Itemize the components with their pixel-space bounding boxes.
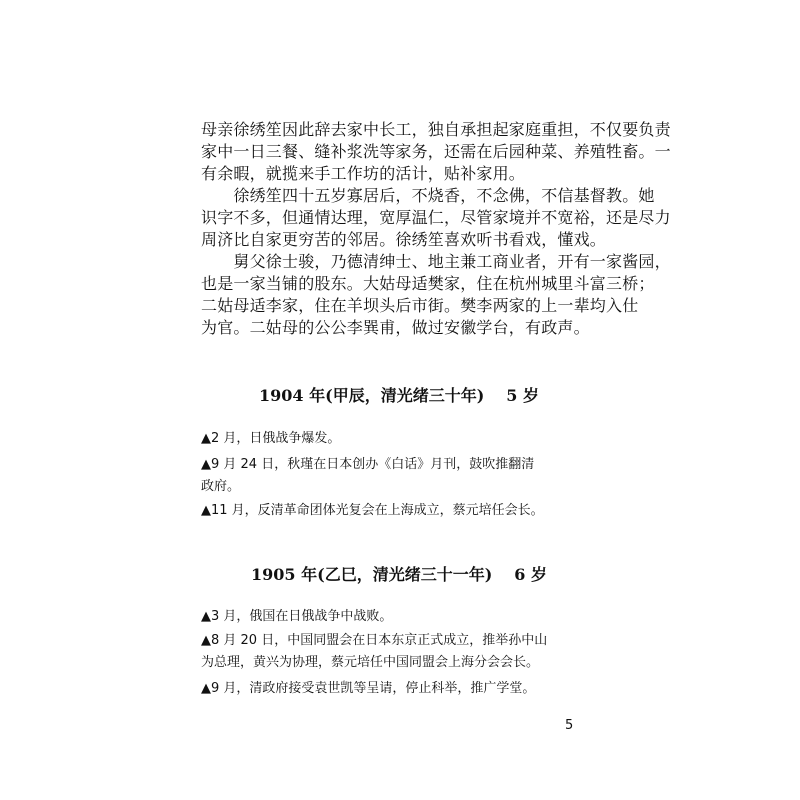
event-line: ▲11 月，反清革命团体光复会在上海成立，蔡元培任会长。	[201, 503, 544, 518]
body-paragraph	[201, 251, 671, 339]
event-item	[201, 606, 601, 628]
event-line: ▲9 月，清政府接受袁世凯等呈请，停止科举，推广学堂。	[201, 681, 536, 696]
text-line: 周济比自家更穷苦的邻居。徐绣笙喜欢听书看戏，懂戏。	[201, 230, 607, 249]
body-paragraph	[201, 119, 671, 185]
year-heading-text: 1904 年(甲辰，清光绪三十年)	[259, 386, 485, 405]
event-item	[201, 428, 601, 450]
event-line: ▲9 月 24 日，秋瑾在日本创办《白话》月刊，鼓吹推翻清	[201, 457, 535, 472]
text-line: 二姑母适李家，住在羊坝头后市街。樊李两家的上一辈均入仕	[201, 296, 639, 315]
page-number: 5	[565, 718, 574, 733]
age-label: 5 岁	[506, 386, 539, 405]
text-line: 识字不多，但通情达理，宽厚温仁，尽管家境并不宽裕，还是尽力	[201, 208, 671, 227]
age-label: 6 岁	[514, 565, 547, 584]
event-line: ▲2 月，日俄战争爆发。	[201, 431, 341, 446]
event-item	[201, 630, 601, 674]
event-line: ▲3 月，俄国在日俄战争中战败。	[201, 609, 393, 624]
body-paragraph	[201, 185, 671, 251]
event-line: 为总理，黄兴为协理，蔡元培任中国同盟会上海分会会长。	[201, 655, 540, 670]
text-line: 徐绣笙四十五岁寡居后，不烧香，不念佛，不信基督教。她	[201, 186, 655, 205]
text-line: 有余暇，就揽来手工作坊的活计，贴补家用。	[201, 164, 526, 183]
event-item	[201, 500, 601, 522]
text-line: 母亲徐绣笙因此辞去家中长工，独自承担起家庭重担，不仅要负责	[201, 120, 671, 139]
event-item	[201, 454, 601, 498]
event-line: ▲8 月 20 日，中国同盟会在日本东京正式成立，推举孙中山	[201, 633, 548, 648]
text-line: 家中一日三餐、缝补浆洗等家务，还需在后园种菜、养殖牲畜。一	[201, 142, 671, 161]
text-line: 也是一家当铺的股东。大姑母适樊家，住在杭州城里斗富三桥；	[201, 274, 655, 293]
event-item	[201, 678, 601, 700]
event-line: 政府。	[201, 479, 241, 494]
text-line: 为官。二姑母的公公李巽甫，做过安徽学台，有政声。	[201, 318, 590, 337]
year-heading-text: 1905 年(乙巳，清光绪三十一年)	[251, 565, 493, 584]
year-heading	[201, 564, 597, 586]
year-heading	[201, 385, 597, 407]
text-line: 舅父徐士骏，乃德清绅士、地主兼工商业者，开有一家酱园，	[201, 252, 671, 271]
